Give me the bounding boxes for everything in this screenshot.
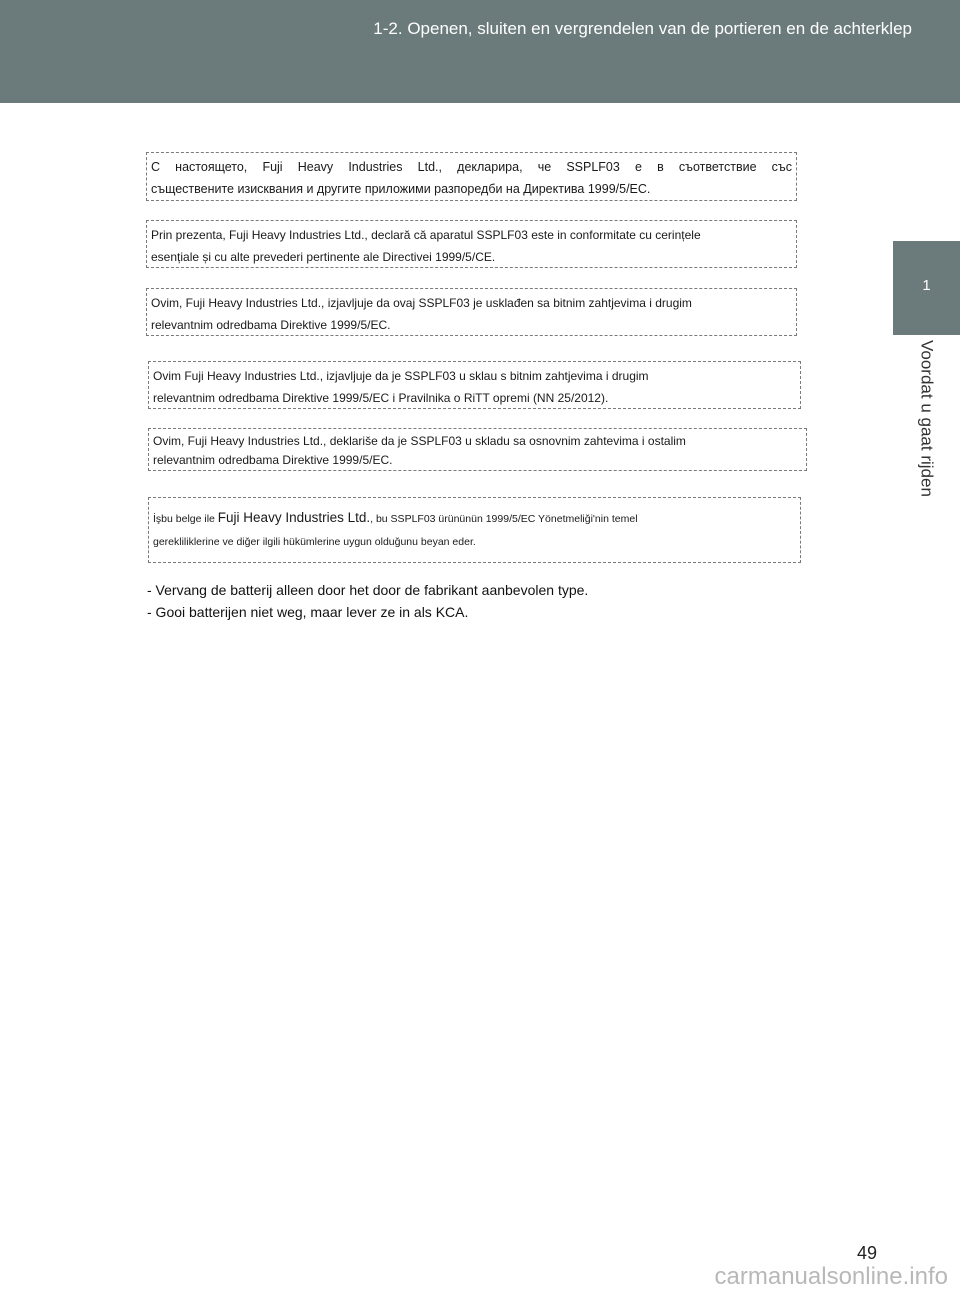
declaration-text: , bu SSPLF03 ürününün 1999/5/EC Yönetmeliği'nin temel	[370, 513, 638, 525]
chapter-label: Voordat u gaat rijden	[917, 340, 937, 497]
note-item: - Vervang de batterij alleen door het door de fabrikant aanbevolen type.	[147, 582, 589, 598]
declaration-line: Prin prezenta, Fuji Heavy Industries Ltd., declară că aparatul SSPLF03 este in conformitate cu cerințele	[151, 228, 701, 242]
declaration-line: съществените изисквания и другите приложими разпоредби на Директива 1999/5/ЕС.	[151, 182, 651, 196]
declaration-line	[153, 506, 796, 531]
declaration-serbian	[148, 428, 807, 471]
declaration-line: relevantnim odredbama Direktive 1999/5/EC.	[153, 453, 393, 467]
watermark: carmanualsonline.info	[714, 1263, 948, 1290]
company-name: Fuji Heavy Industries Ltd.	[217, 510, 371, 525]
chapter-tab	[893, 241, 960, 335]
declaration-line: Ovim Fuji Heavy Industries Ltd., izjavljuje da je SSPLF03 u sklau s bitnim zahtjevima i drugim	[153, 369, 649, 383]
battery-notes	[147, 579, 588, 623]
declaration-bosnian	[146, 288, 797, 336]
declaration-turkish	[148, 497, 801, 563]
declaration-line: С настоящето, Fuji Heavy Industries Ltd., декларира, че SSPLF03 е в съответствие със	[151, 160, 792, 174]
declaration-line: Ovim, Fuji Heavy Industries Ltd., deklariše da je SSPLF03 u skladu sa osnovnim zahtevima i ostalim	[153, 434, 686, 448]
declaration-bulgarian	[146, 152, 797, 201]
declaration-line: relevantnim odredbama Direktive 1999/5/EC.	[151, 318, 391, 332]
chapter-label-container	[893, 340, 960, 540]
declaration-line: esențiale și cu alte prevederi pertinente ale Directivei 1999/5/CE.	[151, 250, 496, 264]
declaration-line: relevantnim odredbama Direktive 1999/5/EC i Pravilnika o RiTT opremi (NN 25/2012).	[153, 391, 609, 405]
note-item: - Gooi batterijen niet weg, maar lever ze in als KCA.	[147, 604, 469, 620]
chapter-number: 1	[922, 277, 931, 294]
section-title: 1-2. Openen, sluiten en vergrendelen van de portieren en de achterklep	[373, 19, 912, 38]
declaration-romanian	[146, 220, 797, 268]
header-bar	[0, 0, 960, 103]
declaration-text: İşbu belge ile	[153, 513, 218, 525]
declaration-line: Ovim, Fuji Heavy Industries Ltd., izjavljuje da ovaj SSPLF03 je usklađen sa bitnim zahtjevima i drugim	[151, 296, 692, 310]
declaration-line: gerekliliklerine ve diğer ilgili hükümlerine uygun olduğunu beyan eder.	[153, 536, 476, 548]
declaration-croatian	[148, 361, 801, 409]
page-number: 49	[857, 1243, 878, 1263]
